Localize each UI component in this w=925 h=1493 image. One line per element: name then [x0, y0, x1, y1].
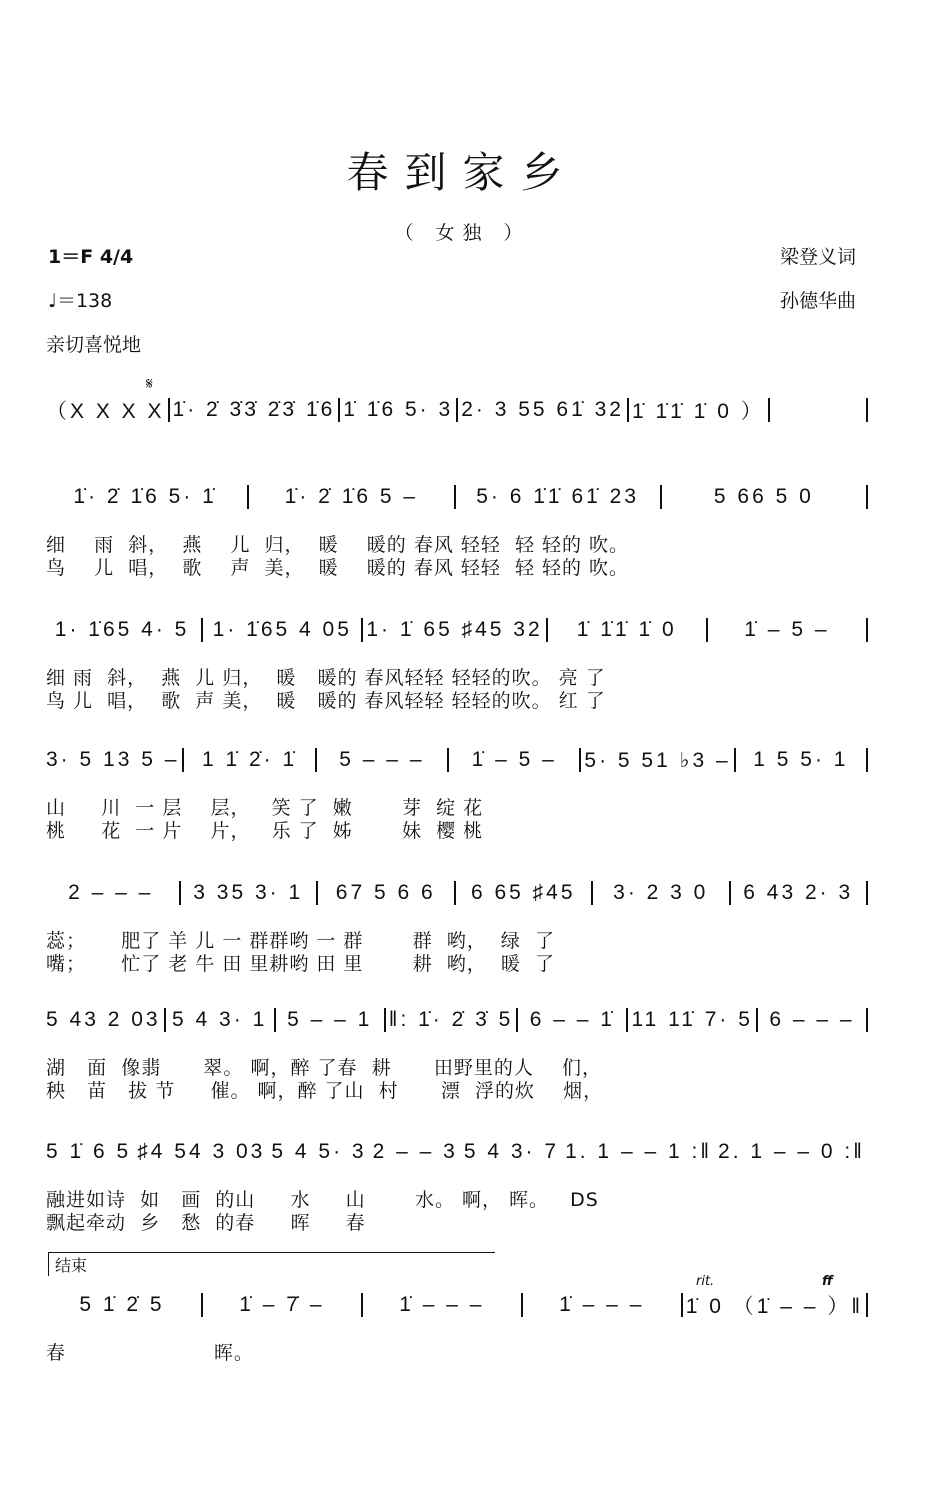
measure: 1 5 5· 1	[753, 748, 849, 771]
measure: 2· 3 55 61̇ 32	[461, 398, 624, 421]
measure: 2 – – –	[68, 881, 154, 904]
measure: 6 – – 1̇	[529, 1008, 615, 1031]
measure: 1̇ 1̇1̇ 1̇ 0 ）	[631, 400, 765, 423]
score-system	[46, 878, 871, 976]
measure: 1̇ – – –	[559, 1293, 645, 1316]
expression-marking: 亲切喜悦地	[46, 334, 142, 356]
barline	[756, 1008, 758, 1032]
lyric-line: 春 晖。	[46, 1342, 254, 1364]
measure: 1· 1̇65 4 05	[212, 618, 352, 641]
lyric-line: 鸟 儿 唱， 歌 声 美， 暖 暖的 春风 轻轻 轻 轻的 吹。	[46, 557, 630, 579]
barline	[201, 618, 203, 642]
barline	[201, 1293, 203, 1317]
measure: 1̇ – – –	[399, 1293, 485, 1316]
barline	[247, 485, 249, 509]
measure: ♯4 54 3 03	[137, 1140, 266, 1163]
measure: 1̇ 1̇6 5· 3	[343, 398, 454, 421]
lyric-line: 湖 面 像翡 翠。 啊，醉 了春 耕 田野里的人 们，	[46, 1057, 602, 1079]
segno-sign: 𝄋	[146, 374, 153, 393]
barline	[768, 398, 770, 422]
barline	[316, 881, 318, 905]
barline	[627, 398, 629, 422]
barline	[591, 881, 593, 905]
measure: 1̇ – 5 –	[471, 748, 557, 771]
measure: 1̇ – 5 –	[744, 618, 830, 641]
measure: 5 43 2 03	[46, 1008, 161, 1031]
barline	[182, 748, 184, 772]
tempo-marking: ♩＝138	[48, 290, 113, 312]
measure: 1̇ 0 （1̇ – – ）‖	[685, 1295, 863, 1318]
song-title: 春到家乡	[346, 148, 579, 197]
lyric-line: 融进如诗 如 画 的山 水 山 水。 啊， 晖。 DS	[46, 1189, 599, 1211]
lyric-line: 蕊； 肥了 羊 儿 一 群群哟 一 群 群 哟， 绿 了	[46, 930, 555, 952]
measure: 1̇ 1̇1̇ 1̇ 0	[576, 618, 677, 641]
measure: 6 – – –	[769, 1008, 855, 1031]
score-system	[46, 482, 871, 580]
composer: 孙德华曲	[780, 290, 857, 312]
measure: 5 66 5 0	[713, 485, 814, 508]
barline	[729, 881, 731, 905]
score-system	[46, 615, 871, 713]
measure: 5· 5 51 ♭3 –	[584, 748, 731, 772]
barline	[866, 881, 868, 905]
barline	[168, 398, 170, 422]
measure: 11 11̇ 7· 5	[631, 1008, 753, 1031]
notation-line	[46, 745, 871, 775]
measure: （X X X X	[46, 400, 165, 423]
measure: 1̇· 2̇ 1̇6 5 –	[284, 485, 419, 508]
barline	[866, 618, 868, 642]
barline	[866, 485, 868, 509]
barline	[866, 398, 868, 422]
barline	[866, 1293, 868, 1317]
measure: 5 4 3· 1	[172, 1008, 268, 1031]
ending-bracket: 结束	[48, 1252, 495, 1276]
barline	[706, 618, 708, 642]
lyric-line: 飘起牵动 乡 愁 的春 晖 春	[46, 1212, 366, 1234]
notation-line	[46, 1137, 871, 1167]
measure: 5 4 3· 7	[463, 1140, 560, 1163]
notation-line	[46, 482, 871, 512]
barline	[447, 748, 449, 772]
notation-line	[46, 1290, 871, 1320]
barline	[626, 1008, 628, 1032]
lyricist: 梁登义词	[780, 246, 857, 268]
lyric-line: 细 雨 斜， 燕 儿 归， 暖 暖的 春风 轻轻 轻 轻的 吹。	[46, 534, 630, 556]
barline	[338, 398, 340, 422]
barline	[384, 1008, 386, 1032]
measure: 2. 1 – – 0 :‖	[718, 1140, 865, 1163]
lyric-line: 秧 苗 拔 节 催。 啊，醉 了山 村 漂 浮的炊 烟，	[46, 1080, 604, 1102]
measure: 2 – – 3	[372, 1140, 458, 1163]
barline	[179, 881, 181, 905]
measure: 5 – – –	[339, 748, 425, 771]
lyric-line: 嘴； 忙了 老 牛 田 里耕哟 田 里 耕 哟， 暖 了	[46, 953, 555, 975]
measure: ‖: 1̇· 2̇ 3̇ 5	[388, 1008, 514, 1031]
barline	[454, 881, 456, 905]
barline	[546, 618, 548, 642]
barline	[516, 1008, 518, 1032]
score-system	[46, 395, 871, 447]
measure: 1 1̇ 2̇· 1̇	[201, 748, 298, 771]
barline	[361, 1293, 363, 1317]
notation-line	[46, 1005, 871, 1035]
lyric-line: 山 川 一 层 层， 笑 了 嫩 芽 绽 花	[46, 797, 484, 819]
measure: 6 43 2· 3	[743, 881, 854, 904]
barline	[361, 618, 363, 642]
barline	[164, 1008, 166, 1032]
measure: 3· 5 13 5 –	[46, 748, 180, 771]
barline	[866, 748, 868, 772]
barline	[660, 485, 662, 509]
measure: 6 65 ♯45	[470, 881, 576, 904]
measure: 5 1̇ 2̇ 5	[79, 1293, 165, 1316]
measure: 5 4 5· 3	[271, 1140, 367, 1163]
barline	[454, 485, 456, 509]
measure: 1̇· 2̇ 1̇6 5· 1̇	[73, 485, 217, 508]
measure: 5 – – 1	[287, 1008, 373, 1031]
barline	[521, 1293, 523, 1317]
notation-line	[46, 878, 871, 908]
barline	[734, 748, 736, 772]
subtitle: （ 女独 ）	[394, 222, 531, 244]
ritardando-mark: rit.	[696, 1274, 715, 1289]
barline	[274, 1008, 276, 1032]
score-system	[46, 745, 871, 843]
measure: 3· 2 3 0	[613, 881, 709, 904]
barline	[866, 1008, 868, 1032]
notation-line	[46, 615, 871, 645]
lyric-line: 桃 花 一 片 片， 乐 了 姊 妹 樱 桃	[46, 820, 484, 842]
measure: 3 35 3· 1	[193, 881, 304, 904]
measure: 1̇ – 7̇ –	[239, 1293, 325, 1316]
barline	[579, 748, 581, 772]
measure: 67 5 6 6	[335, 881, 436, 904]
measure: 5· 6 1̇1̇ 61̇ 23	[476, 485, 639, 508]
measure: 5 1̇ 6 5	[46, 1140, 132, 1163]
key-signature: 1＝F 4/4	[48, 246, 134, 268]
barline	[315, 748, 317, 772]
lyric-line: 细 雨 斜， 燕 儿 归， 暖 暖的 春风轻轻 轻轻的吹。 亮 了	[46, 667, 606, 689]
score-system	[46, 1005, 871, 1103]
measure: 1̇· 2̇ 3̇3̇ 2̇3̇ 1̇6	[172, 398, 336, 421]
fortissimo-mark: ff	[822, 1274, 833, 1289]
measure: 1· 1̇65 4· 5	[54, 618, 190, 641]
measure: 1· 1̇ 65 ♯45 32	[366, 618, 543, 641]
score-system	[46, 1290, 871, 1365]
notation-line	[46, 395, 871, 425]
score-system	[46, 1137, 871, 1235]
measure: 1. 1 – – 1 :‖	[565, 1140, 712, 1163]
lyric-line: 鸟 儿 唱， 歌 声 美， 暖 暖的 春风轻轻 轻轻的吹。 红 了	[46, 690, 606, 712]
barline	[456, 398, 458, 422]
barline	[681, 1293, 683, 1317]
